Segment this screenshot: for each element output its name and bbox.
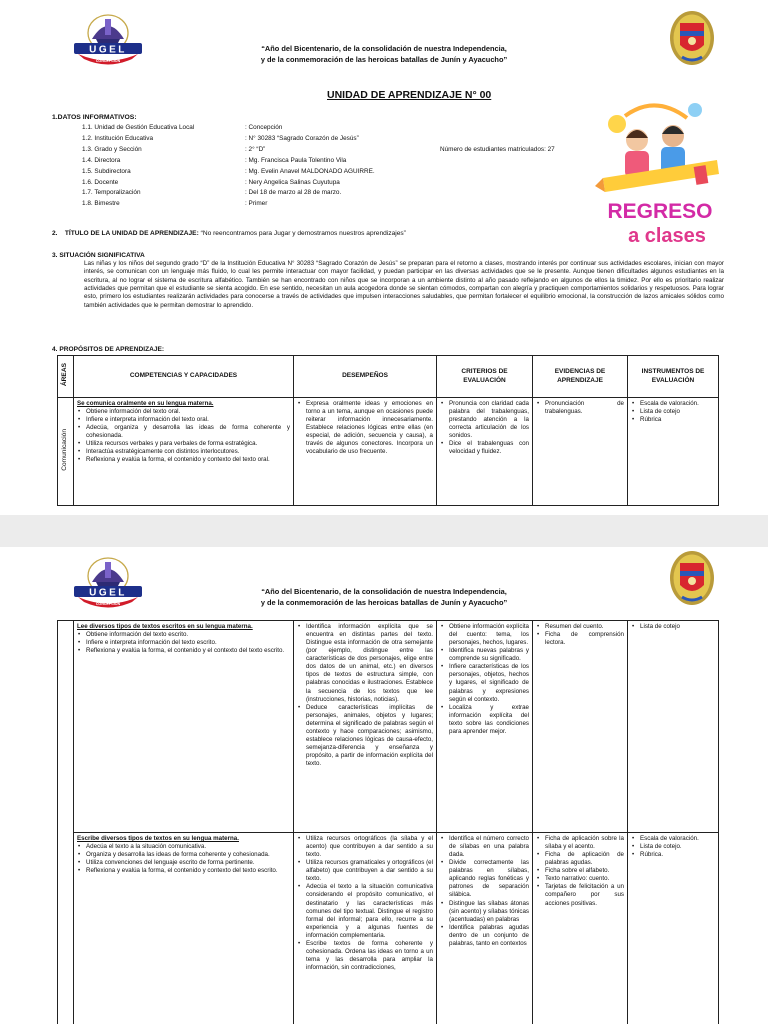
info-key: 1.4. Directora	[82, 157, 121, 164]
ugel-logo-icon	[68, 9, 148, 67]
unit-title-section	[52, 230, 406, 239]
competencia-cell	[74, 621, 294, 833]
section-2-label: TÍTULO DE LA UNIDAD DE APRENDIZAJE:	[64, 230, 199, 237]
desempeno-item: • Utiliza recursos ortográficos (la sílaba y el acento) que contribuyen a dar sentido a su texto.	[297, 835, 433, 859]
capacidad-item: • Infiere e interpreta información del texto oral.	[77, 416, 290, 424]
school-seal-icon	[668, 9, 716, 67]
datos-informativos-label: 1.DATOS INFORMATIVOS:	[52, 114, 137, 121]
situacion-significativa-text: Las niñas y los niños del segundo grado “D” de la Institución Educativa N° 30283 “Sagrado Corazón de Jesús” se preparan para el retorno a clases, mostrando interés por continuar sus actividades escolares, inician con mayor interés, se comunican con un lenguaje más fluido, lo cual les permite interactuar con mayor facilidad, y puedan participar en las diversas actividades que se le presente. Aunque tienen dificultades algunos estudiantes en la escritura, al no lograr el sistema de escritura alfabético. También se han encontrado con niños que se incorporan a un ambiente distinto al año pasado reflejando en algunos de ellos la timidez. Por ello es prioritario realizar actividades que permitan que el estudiante se sienta acogido. En ese sentido, necesitan un aula acogedora donde se sientan cómodos, compartan con alegría y practiquen comportamientos solidarios y respetuosos. Para lograr esto, primero los estudiantes realizarán actividades para conocerse a través de actividades que impulsen interacciones saludables, que permitan fortalecer el equilibrio emocional, la construcción de lazos amicales sólidos como también actividades que le permitan demostrar lo aprendido.	[84, 260, 724, 309]
table-header-row	[58, 356, 719, 398]
competencia-cell	[74, 833, 294, 1024]
evidencias-cell	[533, 621, 628, 833]
info-value: : Concepción	[245, 124, 283, 131]
document-title: UNIDAD DE APRENDIZAJE N° 00	[327, 89, 492, 101]
capacidad-item: • Adecúa el texto a la situación comunicativa.	[77, 843, 290, 851]
evidencia-item: • Tarjetas de felicitación a un compañero por sus acciones positivas.	[536, 883, 624, 907]
evidencias-cell	[533, 398, 628, 506]
criterio-item: • Distingue las sílabas átonas (sin acento) y sílabas tónicas (acentuadas) en palabras	[440, 900, 529, 924]
capacidad-item: • Reflexiona y evalúa la forma, el contenido y contexto del texto oral.	[77, 456, 290, 464]
motto-line-2: y de la conmemoración de las heroicas batallas de Junín y Ayacucho”	[260, 597, 508, 607]
capacidad-item: • Organiza y desarrolla las ideas de forma coherente y cohesionada.	[77, 851, 290, 859]
info-key: 1.6. Docente	[82, 179, 119, 186]
ugel-logo-icon	[68, 552, 148, 610]
info-value: : N° 30283 “Sagrado Corazón de Jesús”	[245, 135, 359, 142]
capacidad-item: • Interactúa estratégicamente con distintos interlocutores.	[77, 448, 290, 456]
motto	[184, 587, 584, 608]
ugel-logo-subtext: CONCEPCIÓN	[95, 602, 121, 606]
header-competencias: COMPETENCIAS Y CAPACIDADES	[74, 356, 294, 398]
header-desempenos: DESEMPEÑOS	[294, 356, 437, 398]
info-key: 1.5. Subdirectora	[82, 168, 131, 175]
desempenos-cell	[294, 398, 437, 506]
header-evidencias: EVIDENCIAS DE APRENDIZAJE	[533, 356, 628, 398]
capacidad-item: • Obtiene información del texto oral.	[77, 408, 290, 416]
capacidad-item: • Utiliza convenciones del lenguaje escrito de forma pertinente.	[77, 859, 290, 867]
evidencia-item: • Ficha de aplicación sobre la sílaba y el acento.	[536, 835, 624, 851]
header-areas: ÁREAS	[58, 356, 74, 398]
instrumento-item: • Rúbrica	[631, 416, 715, 424]
criterio-item: • Localiza y extrae información explícita del texto sobre las condiciones para aprender mejor.	[440, 704, 529, 736]
table-row	[58, 398, 719, 506]
capacidad-item: • Adecúa, organiza y desarrolla las ideas de forma coherente y cohesionada.	[77, 424, 290, 440]
motto-line-2: y de la conmemoración de las heroicas batallas de Junín y Ayacucho”	[260, 54, 508, 64]
info-key: 1.7. Temporalización	[82, 189, 141, 196]
students-count: Número de estudiantes matriculados: 27	[440, 146, 555, 153]
desempeno-item: • Adecúa el texto a la situación comunicativa considerando el propósito comunicativo, el destinatario y las características más comunes del tipo textual. Distingue el registro formal del informal; para ello, recurre a su experiencia y a algunas fuentes de información complementaria.	[297, 883, 433, 939]
ugel-logo-text: UGEL	[89, 587, 127, 599]
competencia-title: Lee diversos tipos de textos escritos en su lengua materna.	[77, 623, 253, 630]
info-key: 1.2. Institución Educativa	[82, 135, 154, 142]
instrumento-item: • Escala de valoración.	[631, 400, 715, 408]
info-value: : Del 18 de marzo al 28 de marzo.	[245, 189, 342, 196]
desempeno-item: • Escribe textos de forma coherente y cohesionada. Ordena las ideas en torno a un tema y las desarrolla para ampliar la información, sin contradicciones,	[297, 940, 433, 972]
evidencia-item: • Ficha de comprensión lectora.	[536, 631, 624, 647]
area-label: Comunicación	[61, 429, 69, 471]
criterio-item: • Identifica nuevas palabras y comprende su significado.	[440, 647, 529, 663]
criterio-item: • Infiere características de los personajes, objetos, hechos y lugares, el significado de palabras y expresiones según el contexto.	[440, 663, 529, 703]
capacidad-item: • Reflexiona y evalúa la forma, el contenido y el contexto del texto escrito.	[77, 647, 290, 655]
table-row	[58, 833, 719, 1024]
criterio-item: • Pronuncia con claridad cada palabra del trabalenguas, prestando atención a la correcta articulación de los sonidos.	[440, 400, 529, 440]
banner-line-1: REGRESO	[607, 200, 713, 223]
evidencia-item: • Resumen del cuento.	[536, 623, 624, 631]
motto-line-1: “Año del Bicentenario, de la consolidación de nuestra Independencia,	[261, 44, 507, 53]
table-row	[58, 621, 719, 833]
school-seal-icon	[668, 549, 716, 607]
instrumento-item: • Rúbrica.	[631, 851, 715, 859]
info-value: : Primer	[245, 200, 268, 207]
propositos-label: 4. PROPÓSITOS DE APRENDIZAJE:	[52, 346, 165, 353]
instrumentos-cell	[628, 833, 719, 1024]
capacidad-item: • Reflexiona y evalúa la forma, el contenido y contexto del texto escrito.	[77, 867, 290, 875]
ugel-logo-text: UGEL	[89, 44, 127, 56]
ugel-logo-subtext: CONCEPCIÓN	[95, 59, 121, 63]
capacidad-item: • Obtiene información del texto escrito.	[77, 631, 290, 639]
desempenos-cell	[294, 833, 437, 1024]
instrumento-item: • Lista de cotejo	[631, 623, 715, 631]
section-2-number: 2.	[52, 230, 58, 237]
criterio-item: • Identifica el número correcto de sílabas en una palabra dada.	[440, 835, 529, 859]
criterio-item: • Dice el trabalenguas con velocidad y fluidez.	[440, 440, 529, 456]
criterios-cell	[437, 398, 533, 506]
header-criterios: CRITERIOS DE EVALUACIÓN	[437, 356, 533, 398]
info-value: : 2° “D”	[245, 146, 266, 153]
criterios-cell	[437, 621, 533, 833]
propositos-table-page-1	[57, 355, 719, 506]
evidencia-item: • Texto narrativo: cuento.	[536, 875, 624, 883]
instrumento-item: • Lista de cotejo.	[631, 843, 715, 851]
info-key: 1.8. Bimestre	[82, 200, 120, 207]
desempenos-cell	[294, 621, 437, 833]
header-instrumentos: INSTRUMENTOS DE EVALUACIÓN	[628, 356, 719, 398]
info-value: : Nery Angelica Salinas Cuyutupa	[245, 179, 340, 186]
desempeno-item: • Identifica información explícita que se encuentra en distintas partes del texto. Distingue esta información de otra semejante (por ejemplo, distingue entre las características de dos personajes, elige entre dos datos de un animal, etc.) en diversos tipos de textos de estructura simple, con palabras conocidas e ilustraciones. Establece la secuencia de los textos que lee (instrucciones, historias, noticias).	[297, 623, 433, 704]
document-page-2	[0, 547, 768, 1024]
criterio-item: • Obtiene información explícita del cuento: tema, los personajes, hechos, lugares.	[440, 623, 529, 647]
competencia-cell	[74, 398, 294, 506]
evidencia-item: • Ficha sobre el alfabeto.	[536, 867, 624, 875]
instrumento-item: • Lista de cotejo	[631, 408, 715, 416]
instrumento-item: • Escala de valoración.	[631, 835, 715, 843]
motto-line-1: “Año del Bicentenario, de la consolidación de nuestra Independencia,	[261, 587, 507, 596]
evidencia-item: • Ficha de aplicación de palabras agudas.	[536, 851, 624, 867]
info-value: : Mg. Francisca Paula Tolentino Vila	[245, 157, 347, 164]
desempeno-item: • Expresa oralmente ideas y emociones en torno a un tema, aunque en ocasiones puede reiterar información innecesariamente. Establece relaciones lógicas entre ellas (en especial, de adición, secuencia y causa), a través de algunos conectores. Incorpora un vocabulario de uso frecuente.	[297, 400, 433, 456]
regreso-a-clases-illustration	[595, 96, 725, 248]
competencia-title: Se comunica oralmente en su lengua materna.	[77, 400, 214, 407]
motto	[184, 44, 584, 65]
desempeno-item: • Deduce características implícitas de personajes, animales, objetos y lugares; determina el significado de palabras según el contexto y hace comparaciones; asimismo, establece relaciones lógicas de causa-efecto, semejanza-diferencia y enseñanza y propósito, a partir de información explícita del texto.	[297, 704, 433, 769]
criterio-item: • Identifica palabras agudas dentro de un conjunto de palabras, tanto en contextos	[440, 924, 529, 948]
instrumentos-cell	[628, 621, 719, 833]
area-cell	[58, 621, 74, 1024]
criterios-cell	[437, 833, 533, 1024]
evidencia-item: • Pronunciación de trabalenguas.	[536, 400, 624, 416]
propositos-table-page-2	[57, 620, 719, 1024]
evidencias-cell	[533, 833, 628, 1024]
banner-line-2: a clases	[628, 225, 706, 247]
competencia-title: Escribe diversos tipos de textos en su lengua materna.	[77, 835, 239, 842]
capacidad-item: • Infiere e interpreta información del texto escrito.	[77, 639, 290, 647]
info-key: 1.1. Unidad de Gestión Educativa Local	[82, 124, 195, 131]
desempeno-item: • Utiliza recursos gramaticales y ortográficos (el alfabeto) que contribuyen a dar sentido a su texto.	[297, 859, 433, 883]
situacion-significativa-label: 3. SITUACIÓN SIGNIFICATIVA	[52, 252, 145, 259]
info-value: : Mg. Evelin Anavel MALDONADO AGUIRRE.	[245, 168, 375, 175]
info-key: 1.3. Grado y Sección	[82, 146, 142, 153]
unit-title-value: “No reencontramos para Jugar y demostramos nuestros aprendizajes”	[200, 230, 406, 237]
instrumentos-cell	[628, 398, 719, 506]
page-separator	[0, 515, 768, 547]
area-cell	[58, 398, 74, 506]
criterio-item: • Divide correctamente las palabras en sílabas, aplicando reglas fonéticas y patrones de separación silábica.	[440, 859, 529, 899]
capacidad-item: • Utiliza recursos verbales y para verbales de forma estratégica.	[77, 440, 290, 448]
